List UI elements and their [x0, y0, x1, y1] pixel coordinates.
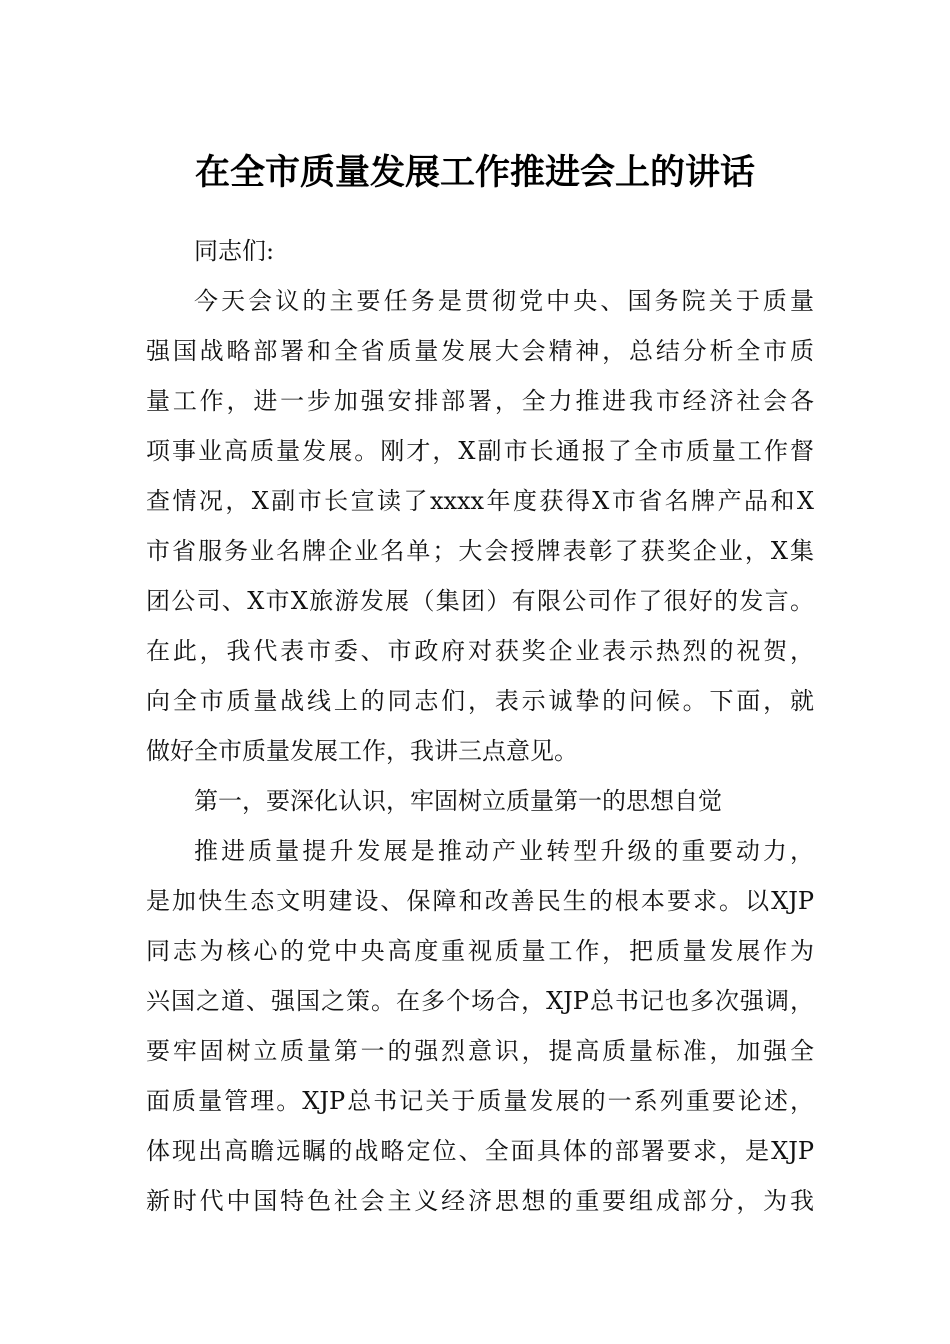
- paragraph-line: 同志为核心的党中央高度重视质量工作，把质量发展作为: [146, 937, 814, 965]
- paragraph-line: 今天会议的主要任务是贯彻党中央、国务院关于质量: [194, 287, 814, 315]
- document-title: 在全市质量发展工作推进会上的讲话: [194, 153, 755, 193]
- paragraph-line: 向全市质量战线上的同志们，表示诚挚的问候。下面，就: [146, 687, 814, 715]
- paragraph-line: 推进质量提升发展是推动产业转型升级的重要动力，: [194, 837, 814, 865]
- paragraph-line: 团公司、X市X旅游发展（集团）有限公司作了很好的发言。: [146, 587, 814, 615]
- paragraph-line: 兴国之道、强国之策。在多个场合，XJP总书记也多次强调，: [146, 987, 814, 1015]
- paragraph-line: 体现出高瞻远瞩的战略定位、全面具体的部署要求，是XJP: [146, 1137, 814, 1165]
- paragraph-line: 做好全市质量发展工作，我讲三点意见。: [146, 737, 578, 765]
- paragraph-line: 项事业高质量发展。刚才，X副市长通报了全市质量工作督: [146, 437, 814, 465]
- paragraph-line: 要牢固树立质量第一的强烈意识，提高质量标准，加强全: [146, 1037, 814, 1065]
- paragraph-line: 查情况，X副市长宣读了xxxx年度获得X市省名牌产品和X: [146, 487, 814, 515]
- paragraph-line: 是加快生态文明建设、保障和改善民生的根本要求。以XJP: [146, 887, 814, 915]
- paragraph-line: 面质量管理。XJP总书记关于质量发展的一系列重要论述，: [146, 1087, 814, 1115]
- paragraph-line: 市省服务业名牌企业名单；大会授牌表彰了获奖企业，X集: [146, 537, 814, 565]
- salutation-line: 同志们:: [194, 237, 275, 265]
- paragraph-line: 量工作，进一步加强安排部署，全力推进我市经济社会各: [146, 387, 814, 415]
- paragraph-line: 在此，我代表市委、市政府对获奖企业表示热烈的祝贺，: [146, 637, 814, 665]
- section-heading: 第一，要深化认识，牢固树立质量第一的思想自觉: [194, 787, 722, 815]
- paragraph-line: 强国战略部署和全省质量发展大会精神，总结分析全市质: [146, 337, 814, 365]
- paragraph-line: 新时代中国特色社会主义经济思想的重要组成部分，为我: [146, 1187, 814, 1215]
- document-body: [146, 226, 814, 1226]
